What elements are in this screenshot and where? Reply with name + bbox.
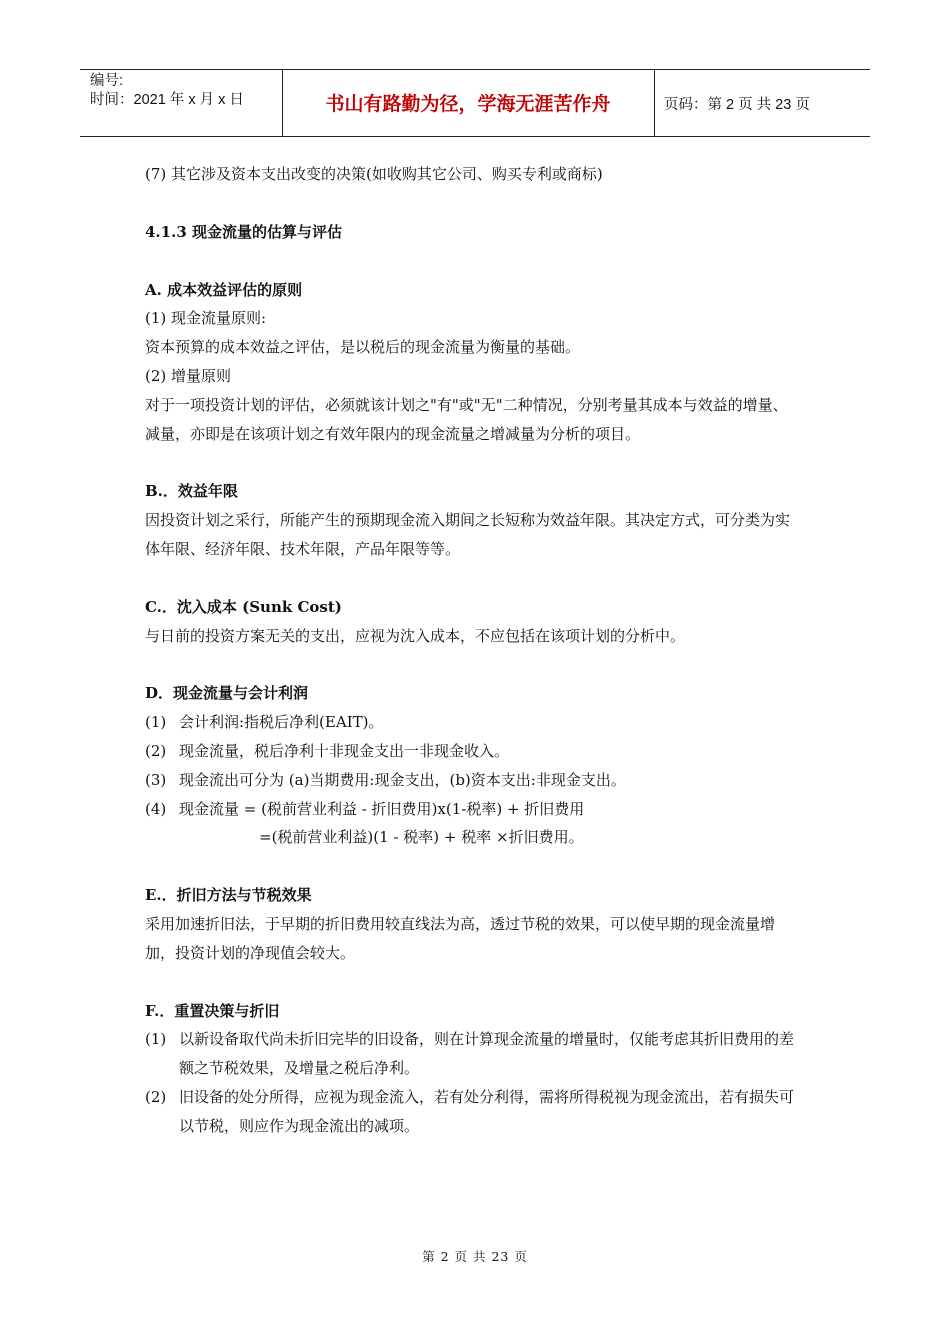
header-meta — [90, 72, 244, 110]
header-motto: 书山有路勤为径，学海无涯苦作舟 — [325, 93, 611, 115]
section-b-title: B.．效益年限 — [145, 482, 238, 501]
section-d-item — [145, 766, 800, 795]
section-d-title: D．现金流量与会计利润 — [145, 684, 309, 703]
list-text: 现金流量 = (税前营业利益 - 折旧费用)x(1-税率) + 折旧费用 — [179, 799, 585, 818]
list-text: 会计利润:指税后净利(EAIT)。 — [179, 713, 384, 732]
header-time-label: 时间：2021 年 x 月 x 日 — [90, 92, 244, 108]
section-a-item-1-text: 资本预算的成本效益之评估，是以税后的现金流量为衡量的基础。 — [145, 338, 581, 357]
list-number: (3) — [145, 770, 167, 789]
header-page-info: 页码：第 2 页 共 23 页 — [664, 97, 810, 113]
list-number: (4) — [145, 799, 167, 818]
section-d-formula-continuation: =(税前营业利益)(1 - 税率) + 税率 ×折旧费用。 — [259, 828, 584, 847]
list-number: (2) — [145, 1087, 167, 1106]
header-bottom-border — [80, 136, 870, 137]
section-d-item — [145, 795, 800, 824]
section-f-title: F.．重置决策与折旧 — [145, 1001, 280, 1020]
section-f-item — [145, 1083, 800, 1141]
section-a-item-1: (1) 现金流量原则: — [145, 309, 267, 328]
list-text: 旧设备的处分所得，应视为现金流入，若有处分利得，需将所得税视为现金流出，若有损失可以节税，则应作为现金流出的减项。 — [179, 1087, 795, 1135]
section-d-item — [145, 708, 800, 737]
section-c-title: C.．沈入成本 (Sunk Cost) — [145, 597, 342, 616]
list-number: (1) — [145, 1030, 167, 1049]
list-text: 以新设备取代尚未折旧完毕的旧设备，则在计算现金流量的增量时，仅能考虑其折旧费用的差额之节税效果，及增量之税后净利。 — [179, 1030, 795, 1078]
section-a-item-2-text: 对于一项投资计划的评估，必须就该计划之"有"或"无"二种情况，分别考量其成本与效益的增量、减量，亦即是在该项计划之有效年限内的现金流量之增减量为分析的项目。 — [145, 395, 788, 443]
page-footer: 第 2 页 共 23 页 — [422, 1249, 528, 1264]
list-text: 现金流出可分为 (a)当期费用:现金支出，(b)资本支出:非现金支出。 — [179, 770, 626, 789]
section-title: 4.1.3 现金流量的估算与评估 — [145, 222, 342, 241]
header-number-label: 编号: — [90, 73, 124, 89]
section-a-title: A. 成本效益评估的原则 — [145, 280, 303, 299]
section-c-text: 与日前的投资方案无关的支出，应视为沈入成本，不应包括在该项计划的分析中。 — [145, 626, 686, 645]
section-e-text: 采用加速折旧法，于早期的折旧费用较直线法为高，透过节税的效果，可以使早期的现金流量增加，投资计划的净现值会较大。 — [145, 914, 776, 962]
section-f-item — [145, 1025, 800, 1083]
section-d-item — [145, 737, 800, 766]
list-text: 现金流量，税后净利十非现金支出一非现金收入。 — [179, 741, 510, 760]
section-e-title: E.．折旧方法与节税效果 — [145, 886, 312, 905]
section-b-text: 因投资计划之采行，所能产生的预期现金流入期间之长短称为效益年限。其决定方式，可分类为实体年限、经济年限、技术年限，产品年限等等。 — [145, 511, 791, 558]
document-body — [145, 160, 800, 1141]
section-a-item-2: (2) 增量原则 — [145, 366, 232, 385]
list-number: (2) — [145, 741, 167, 760]
list-number: (1) — [145, 713, 167, 732]
item-7: (7) 其它涉及资本支出改变的决策(如收购其它公司、购买专利或商标) — [145, 165, 603, 183]
header-divider-right — [654, 69, 655, 136]
